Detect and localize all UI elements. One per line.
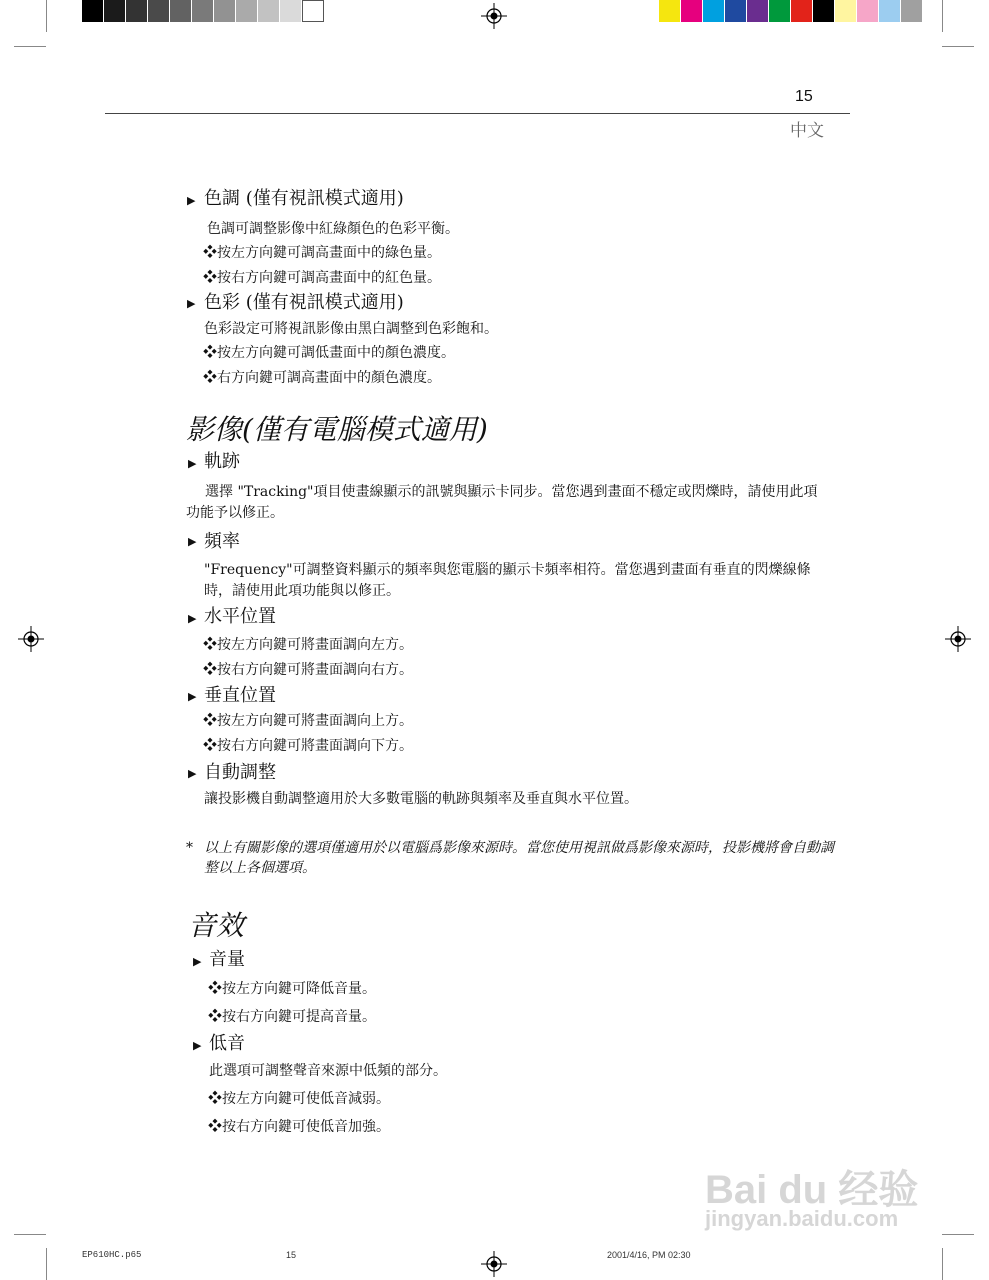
crop-mark — [14, 1234, 46, 1235]
frequency-desc: "Frequency"可調整資料顯示的頻率與您電腦的顯示卡頻率相符。當您遇到畫面有垂直的閃爍線條時，請使用此項功能與以修正。 — [204, 562, 811, 599]
section-title-hpos: 水平位置 — [204, 606, 276, 627]
color-swatch — [879, 0, 901, 22]
registration-mark-icon — [481, 1251, 507, 1277]
note-asterisk: * — [186, 840, 193, 856]
vpos-left: ❖按左方向鍵可將畫面調向上方。 — [203, 713, 413, 729]
section-title-volume: 音量 — [209, 949, 245, 970]
registration-mark-icon — [18, 626, 44, 652]
footer-filename: EP610HC.p65 — [82, 1250, 142, 1260]
grayscale-bar — [82, 0, 324, 22]
color-swatch — [280, 0, 302, 22]
bullet-triangle-icon: ▶ — [188, 535, 197, 548]
bullet-triangle-icon: ▶ — [193, 1039, 202, 1052]
color-swatch — [681, 0, 703, 22]
footer-page: 15 — [286, 1250, 297, 1260]
bullet-triangle-icon: ▶ — [188, 612, 197, 625]
crop-mark — [942, 0, 943, 32]
page-number: 15 — [795, 88, 813, 105]
color-swatch — [214, 0, 236, 22]
section-title-vpos: 垂直位置 — [204, 685, 276, 706]
section-title-hue: 色調 (僅有視訊模式適用) — [204, 188, 404, 209]
crop-mark — [942, 1234, 974, 1235]
section-title-bass: 低音 — [209, 1033, 245, 1054]
image-heading: 影像(僅有電腦模式適用) — [186, 413, 488, 446]
color-swatch — [236, 0, 258, 22]
hpos-left: ❖按左方向鍵可將畫面調向左方。 — [203, 637, 413, 653]
hue-right: ❖按右方向鍵可調高畫面中的紅色量。 — [203, 270, 441, 286]
section-title-color: 色彩 (僅有視訊模式適用) — [204, 292, 404, 313]
color-swatch — [901, 0, 923, 22]
color-swatch — [170, 0, 192, 22]
note-text: 以上有關影像的選項僅適用於以電腦爲影像來源時。當您使用視訊做爲影像來源時，投影機將會自動調整以上各個選項。 — [204, 840, 834, 876]
hue-desc: 色調可調整影像中紅綠顏色的色彩平衡。 — [207, 221, 459, 237]
bullet-triangle-icon: ▶ — [187, 194, 196, 207]
section-title-frequency: 頻率 — [204, 531, 240, 552]
registration-mark-icon — [945, 626, 971, 652]
volume-left: ❖按左方向鍵可降低音量。 — [208, 981, 376, 997]
color-swatch — [747, 0, 769, 22]
section-title-tracking: 軌跡 — [204, 451, 240, 472]
vpos-right: ❖按右方向鍵可將畫面調向下方。 — [203, 738, 413, 754]
header-rule — [105, 113, 850, 114]
bass-desc: 此選項可調整聲音來源中低頻的部分。 — [209, 1063, 447, 1079]
tracking-desc: 選擇 "Tracking"項目使畫線顯示的訊號與顯示卡同步。當您遇到畫面不穩定或閃爍時，請使用此項功能予以修正。 — [186, 484, 818, 521]
color-left: ❖按左方向鍵可調低畫面中的顏色濃度。 — [203, 345, 455, 361]
section-title-auto: 自動調整 — [204, 762, 276, 783]
color-swatch — [769, 0, 791, 22]
color-swatch — [258, 0, 280, 22]
hue-left: ❖按左方向鍵可調高畫面中的綠色量。 — [203, 245, 441, 261]
bullet-triangle-icon: ▶ — [188, 767, 197, 780]
crop-mark — [46, 1248, 47, 1280]
registration-mark-icon — [481, 3, 507, 29]
bullet-triangle-icon: ▶ — [187, 297, 196, 310]
bass-left: ❖按左方向鍵可使低音減弱。 — [208, 1091, 390, 1107]
crop-mark — [942, 1248, 943, 1280]
bullet-triangle-icon: ▶ — [188, 457, 197, 470]
color-swatch — [302, 0, 324, 22]
bullet-triangle-icon: ▶ — [193, 955, 202, 968]
crop-mark — [46, 0, 47, 32]
color-bar — [659, 0, 923, 22]
bass-right: ❖按右方向鍵可使低音加強。 — [208, 1119, 390, 1135]
language-label: 中文 — [790, 121, 824, 141]
audio-heading: 音效 — [188, 909, 245, 942]
color-swatch — [835, 0, 857, 22]
footer-date: 2001/4/16, PM 02:30 — [607, 1250, 691, 1260]
crop-mark — [942, 46, 974, 47]
color-swatch — [725, 0, 747, 22]
color-swatch — [857, 0, 879, 22]
color-swatch — [126, 0, 148, 22]
color-swatch — [192, 0, 214, 22]
color-desc: 色彩設定可將視訊影像由黑白調整到色彩飽和。 — [204, 321, 498, 337]
color-swatch — [703, 0, 725, 22]
color-swatch — [791, 0, 813, 22]
bullet-triangle-icon: ▶ — [188, 690, 197, 703]
watermark-url: jingyan.baidu.com — [705, 1206, 899, 1231]
volume-right: ❖按右方向鍵可提高音量。 — [208, 1009, 376, 1025]
color-swatch — [82, 0, 104, 22]
color-right: ❖右方向鍵可調高畫面中的顏色濃度。 — [203, 370, 441, 386]
color-swatch — [104, 0, 126, 22]
watermark-brand: Bai du 经验 — [705, 1168, 919, 1212]
crop-mark — [14, 46, 46, 47]
hpos-right: ❖按右方向鍵可將畫面調向右方。 — [203, 662, 413, 678]
auto-desc: 讓投影機自動調整適用於大多數電腦的軌跡與頻率及垂直與水平位置。 — [204, 791, 638, 807]
color-swatch — [813, 0, 835, 22]
color-swatch — [148, 0, 170, 22]
color-swatch — [659, 0, 681, 22]
